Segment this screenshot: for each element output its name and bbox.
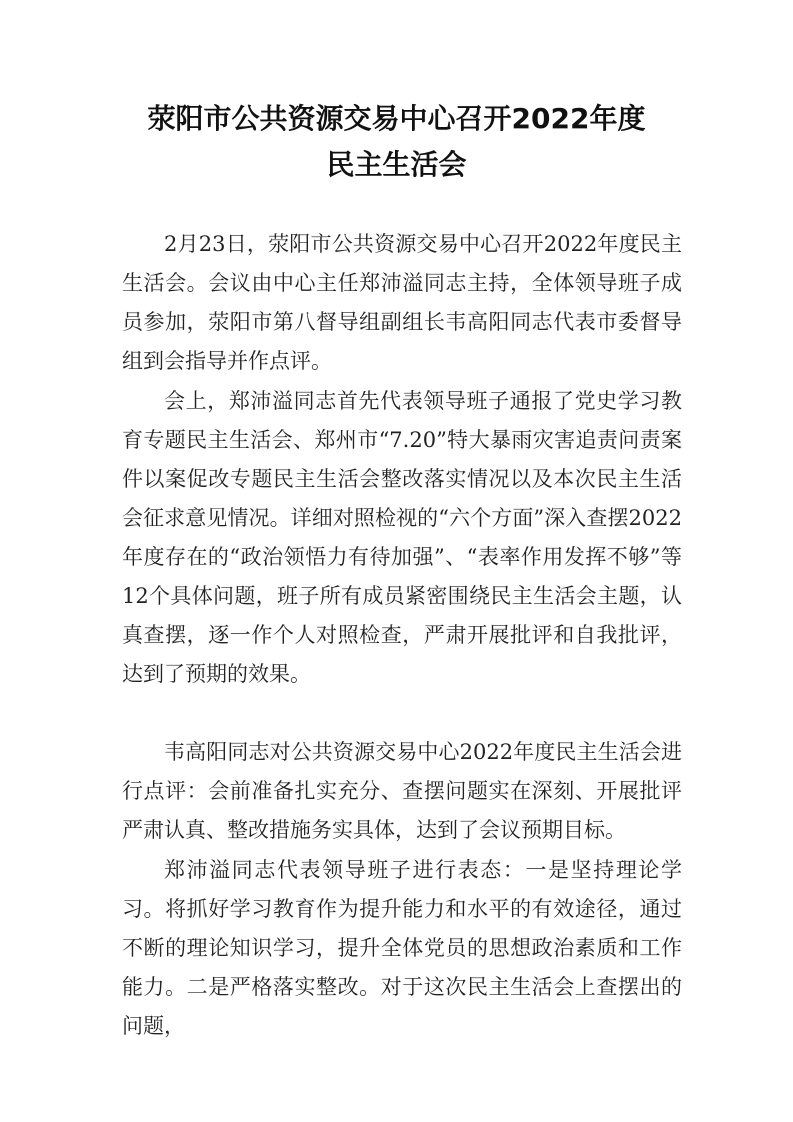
document-title-line-1: 荥阳市公共资源交易中心召开2022年度 — [147, 102, 646, 135]
paragraph-supervisor-comment: 韦高阳同志对公共资源交易中心2022年度民主生活会进行点评：会前准备扎实充分、查摆问题实在深刻、开展批评严肃认真、整改措施务实具体，达到了会议预期目标。 — [122, 740, 682, 842]
paragraph-meeting-overview: 2月23日，荥阳市公共资源交易中心召开2022年度民主生活会。会议由中心主任郑沛溢同志主持，全体领导班子成员参加，荥阳市第八督导组副组长韦高阳同志代表市委督导组到会指导并作点评。 — [122, 232, 682, 373]
paragraph-leadership-statement: 郑沛溢同志代表领导班子进行表态：一是坚持理论学习。将抓好学习教育作为提升能力和水平的有效途径，通过不断的理论知识学习，提升全体党员的思想政治素质和工作能力。二是严格落实整改。对于这次民主生活会上查摆出的问题， — [122, 858, 682, 1038]
paragraph-meeting-report: 会上，郑沛溢同志首先代表领导班子通报了党史学习教育专题民主生活会、郑州市“7.20”特大暴雨灾害追责问责案件以案促改专题民主生活会整改落实情况以及本次民主生活会征求意见情况。详细对照检视的“六个方面”深入查摆2022年度存在的“政治领悟力有待加强”、“表率作用发挥不够”等12个具体问题，班子所有成员紧密围绕民主生活会主题，认真查摆，逐一作个人对照检查，严肃开展批评和自我批评，达到了预期的效果。 — [122, 389, 682, 686]
document-title-line-2: 民主生活会 — [326, 148, 467, 181]
